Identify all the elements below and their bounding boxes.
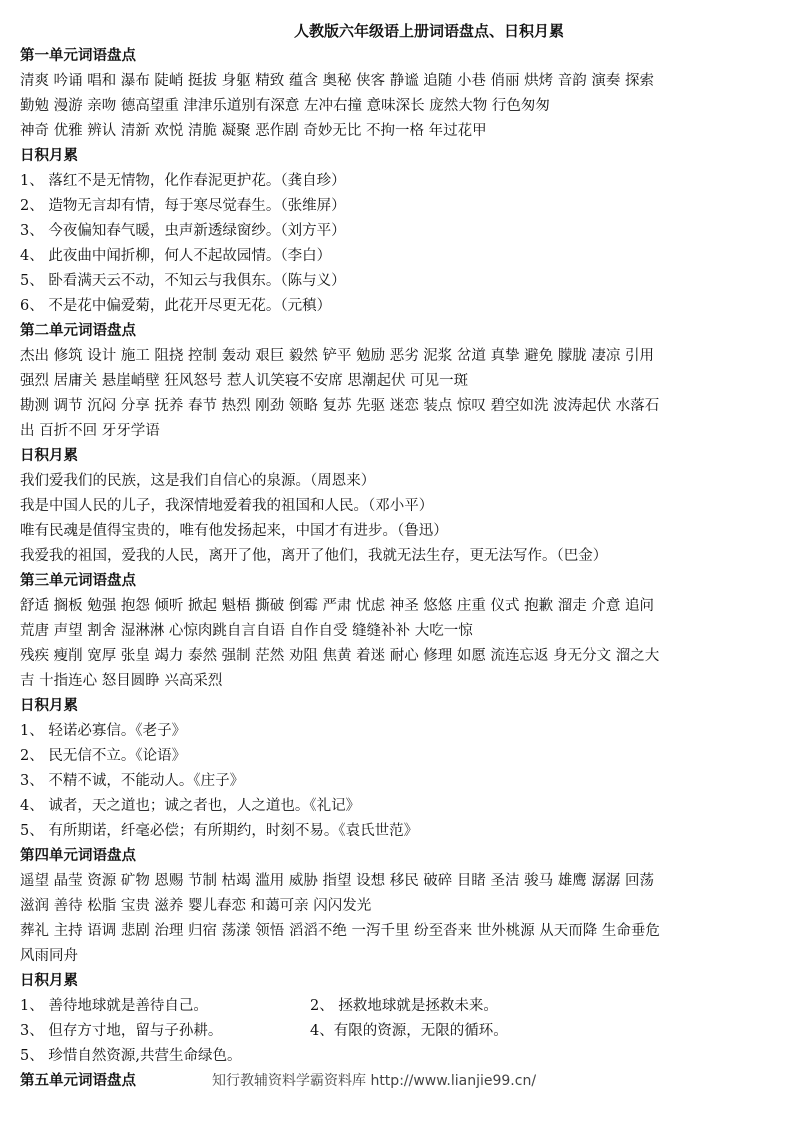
word-list-line: 勘测 调节 沉闷 分享 抚养 春节 热烈 刚劲 领略 复苏 先驱 迷恋 装点 惊叹 碧空如洗 波涛起伏 水落石: [20, 398, 660, 414]
word-list-line: 荒唐 声望 割舍 湿淋淋 心惊肉跳自言自语 自作自受 缝缝补补 大吃一惊: [20, 623, 473, 639]
quote-line: 2、 造物无言却有情，每于寒尽觉春生。（张维屏）: [20, 198, 346, 214]
word-list-line: 出 百折不回 牙牙学语: [20, 423, 160, 439]
section-heading: 日积月累: [20, 448, 78, 464]
quote-line: 4、 诚者，天之道也；诚之者也，人之道也。《礼记》: [20, 798, 361, 814]
last-row: [20, 1069, 778, 1094]
page-title: 人教版六年级语上册词语盘点、日积月累: [293, 22, 564, 40]
quote-line: 3、 今夜偏知春气暖，虫声新透绿窗纱。（刘方平）: [20, 223, 346, 239]
document-page: [20, 18, 778, 1094]
section-heading: 日积月累: [20, 973, 78, 989]
quote-line: 4、 此夜曲中闻折柳，何人不起故园情。（李白）: [20, 248, 332, 264]
footer-watermark: 知行教辅资料学霸资料库 http://www.lianjie99.cn/: [212, 1073, 537, 1089]
list-item-pair: [20, 1019, 778, 1044]
quote-line: 5、 有所期诺，纤毫必偿；有所期约，时刻不易。《袁氏世范》: [20, 823, 419, 839]
section-heading: 第二单元词语盘点: [20, 323, 136, 339]
word-list-line: 清爽 吟诵 唱和 瀑布 陡峭 挺拔 身躯 精致 蕴含 奥秘 侠客 静谧 追随 小巷 俏丽 烘烤 音韵 演奏 探索: [20, 73, 654, 89]
list-item: 4、有限的资源，无限的循环。: [310, 1023, 508, 1039]
word-list-line: 残疾 瘦削 宽厚 张皇 竭力 泰然 强制 茫然 劝阻 焦黄 着迷 耐心 修理 如愿 流连忘返 身无分文 溜之大: [20, 648, 660, 664]
list-item: 1、 善待地球就是善待自己。: [20, 998, 208, 1014]
word-list-line: 杰出 修筑 设计 施工 阻挠 控制 轰动 艰巨 毅然 铲平 勉励 恶劣 泥浆 岔道 真挚 避免 朦胧 凄凉 引用: [20, 348, 654, 364]
document-body: [20, 44, 778, 1069]
quote-line: 唯有民魂是值得宝贵的，唯有他发扬起来，中国才有进步。（鲁迅）: [20, 523, 448, 539]
quote-line: 我们爱我们的民族，这是我们自信心的泉源。（周恩来）: [20, 473, 376, 489]
section-heading: 第四单元词语盘点: [20, 848, 136, 864]
quote-line: 2、 民无信不立。《论语》: [20, 748, 187, 764]
quote-line: 6、 不是花中偏爱菊，此花开尽更无花。（元稹）: [20, 298, 332, 314]
quote-line: 3、 不精不诚，不能动人。《庄子》: [20, 773, 245, 789]
list-item: 2、 拯救地球就是拯救未来。: [310, 998, 498, 1014]
section-heading: 第一单元词语盘点: [20, 48, 136, 64]
section-heading: 日积月累: [20, 698, 78, 714]
quote-line: 5、 珍惜自然资源,共营生命绿色。: [20, 1048, 242, 1064]
quote-line: 我爱我的祖国，爱我的人民，离开了他，离开了他们，我就无法生存，更无法写作。（巴金）: [20, 548, 608, 564]
word-list-line: 舒适 搁板 勉强 抱怨 倾听 掀起 魁梧 撕破 倒霉 严肃 忧虑 神圣 悠悠 庄重 仪式 抱歉 溜走 介意 追问: [20, 598, 654, 614]
word-list-line: 葬礼 主持 语调 悲剧 治理 归宿 荡漾 领悟 滔滔不绝 一泻千里 纷至沓来 世外桃源 从天而降 生命垂危: [20, 923, 660, 939]
word-list-line: 吉 十指连心 怒目圆睁 兴高采烈: [20, 673, 223, 689]
section-heading: 日积月累: [20, 148, 78, 164]
word-list-line: 神奇 优雅 辨认 清新 欢悦 清脆 凝聚 恶作剧 奇妙无比 不拘一格 年过花甲: [20, 123, 487, 139]
section-heading: 第三单元词语盘点: [20, 573, 136, 589]
quote-line: 1、 落红不是无情物，化作春泥更护花。（龚自珍）: [20, 173, 346, 189]
word-list-line: 风雨同舟: [20, 948, 78, 964]
word-list-line: 遥望 晶莹 资源 矿物 恩赐 节制 枯竭 滥用 威胁 指望 设想 移民 破碎 目睹 圣洁 骏马 雄鹰 潺潺 回荡: [20, 873, 654, 889]
list-item-pair: [20, 994, 778, 1019]
section-heading: 第五单元词语盘点: [20, 1073, 136, 1089]
word-list-line: 强烈 居庸关 悬崖峭壁 狂风怒号 惹人讥笑寝不安席 思潮起伏 可见一斑: [20, 373, 469, 389]
quote-line: 5、 卧看满天云不动，不知云与我俱东。（陈与义）: [20, 273, 346, 289]
list-item: 3、 但存方寸地，留与子孙耕。: [20, 1023, 223, 1039]
word-list-line: 滋润 善待 松脂 宝贵 滋养 婴儿春恋 和蔼可亲 闪闪发光: [20, 898, 372, 914]
word-list-line: 勤勉 漫游 亲吻 德高望重 津津乐道别有深意 左冲右撞 意味深长 庞然大物 行色匆匆: [20, 98, 550, 114]
quote-line: 1、 轻诺必寡信。《老子》: [20, 723, 187, 739]
quote-line: 我是中国人民的儿子，我深情地爱着我的祖国和人民。（邓小平）: [20, 498, 434, 514]
